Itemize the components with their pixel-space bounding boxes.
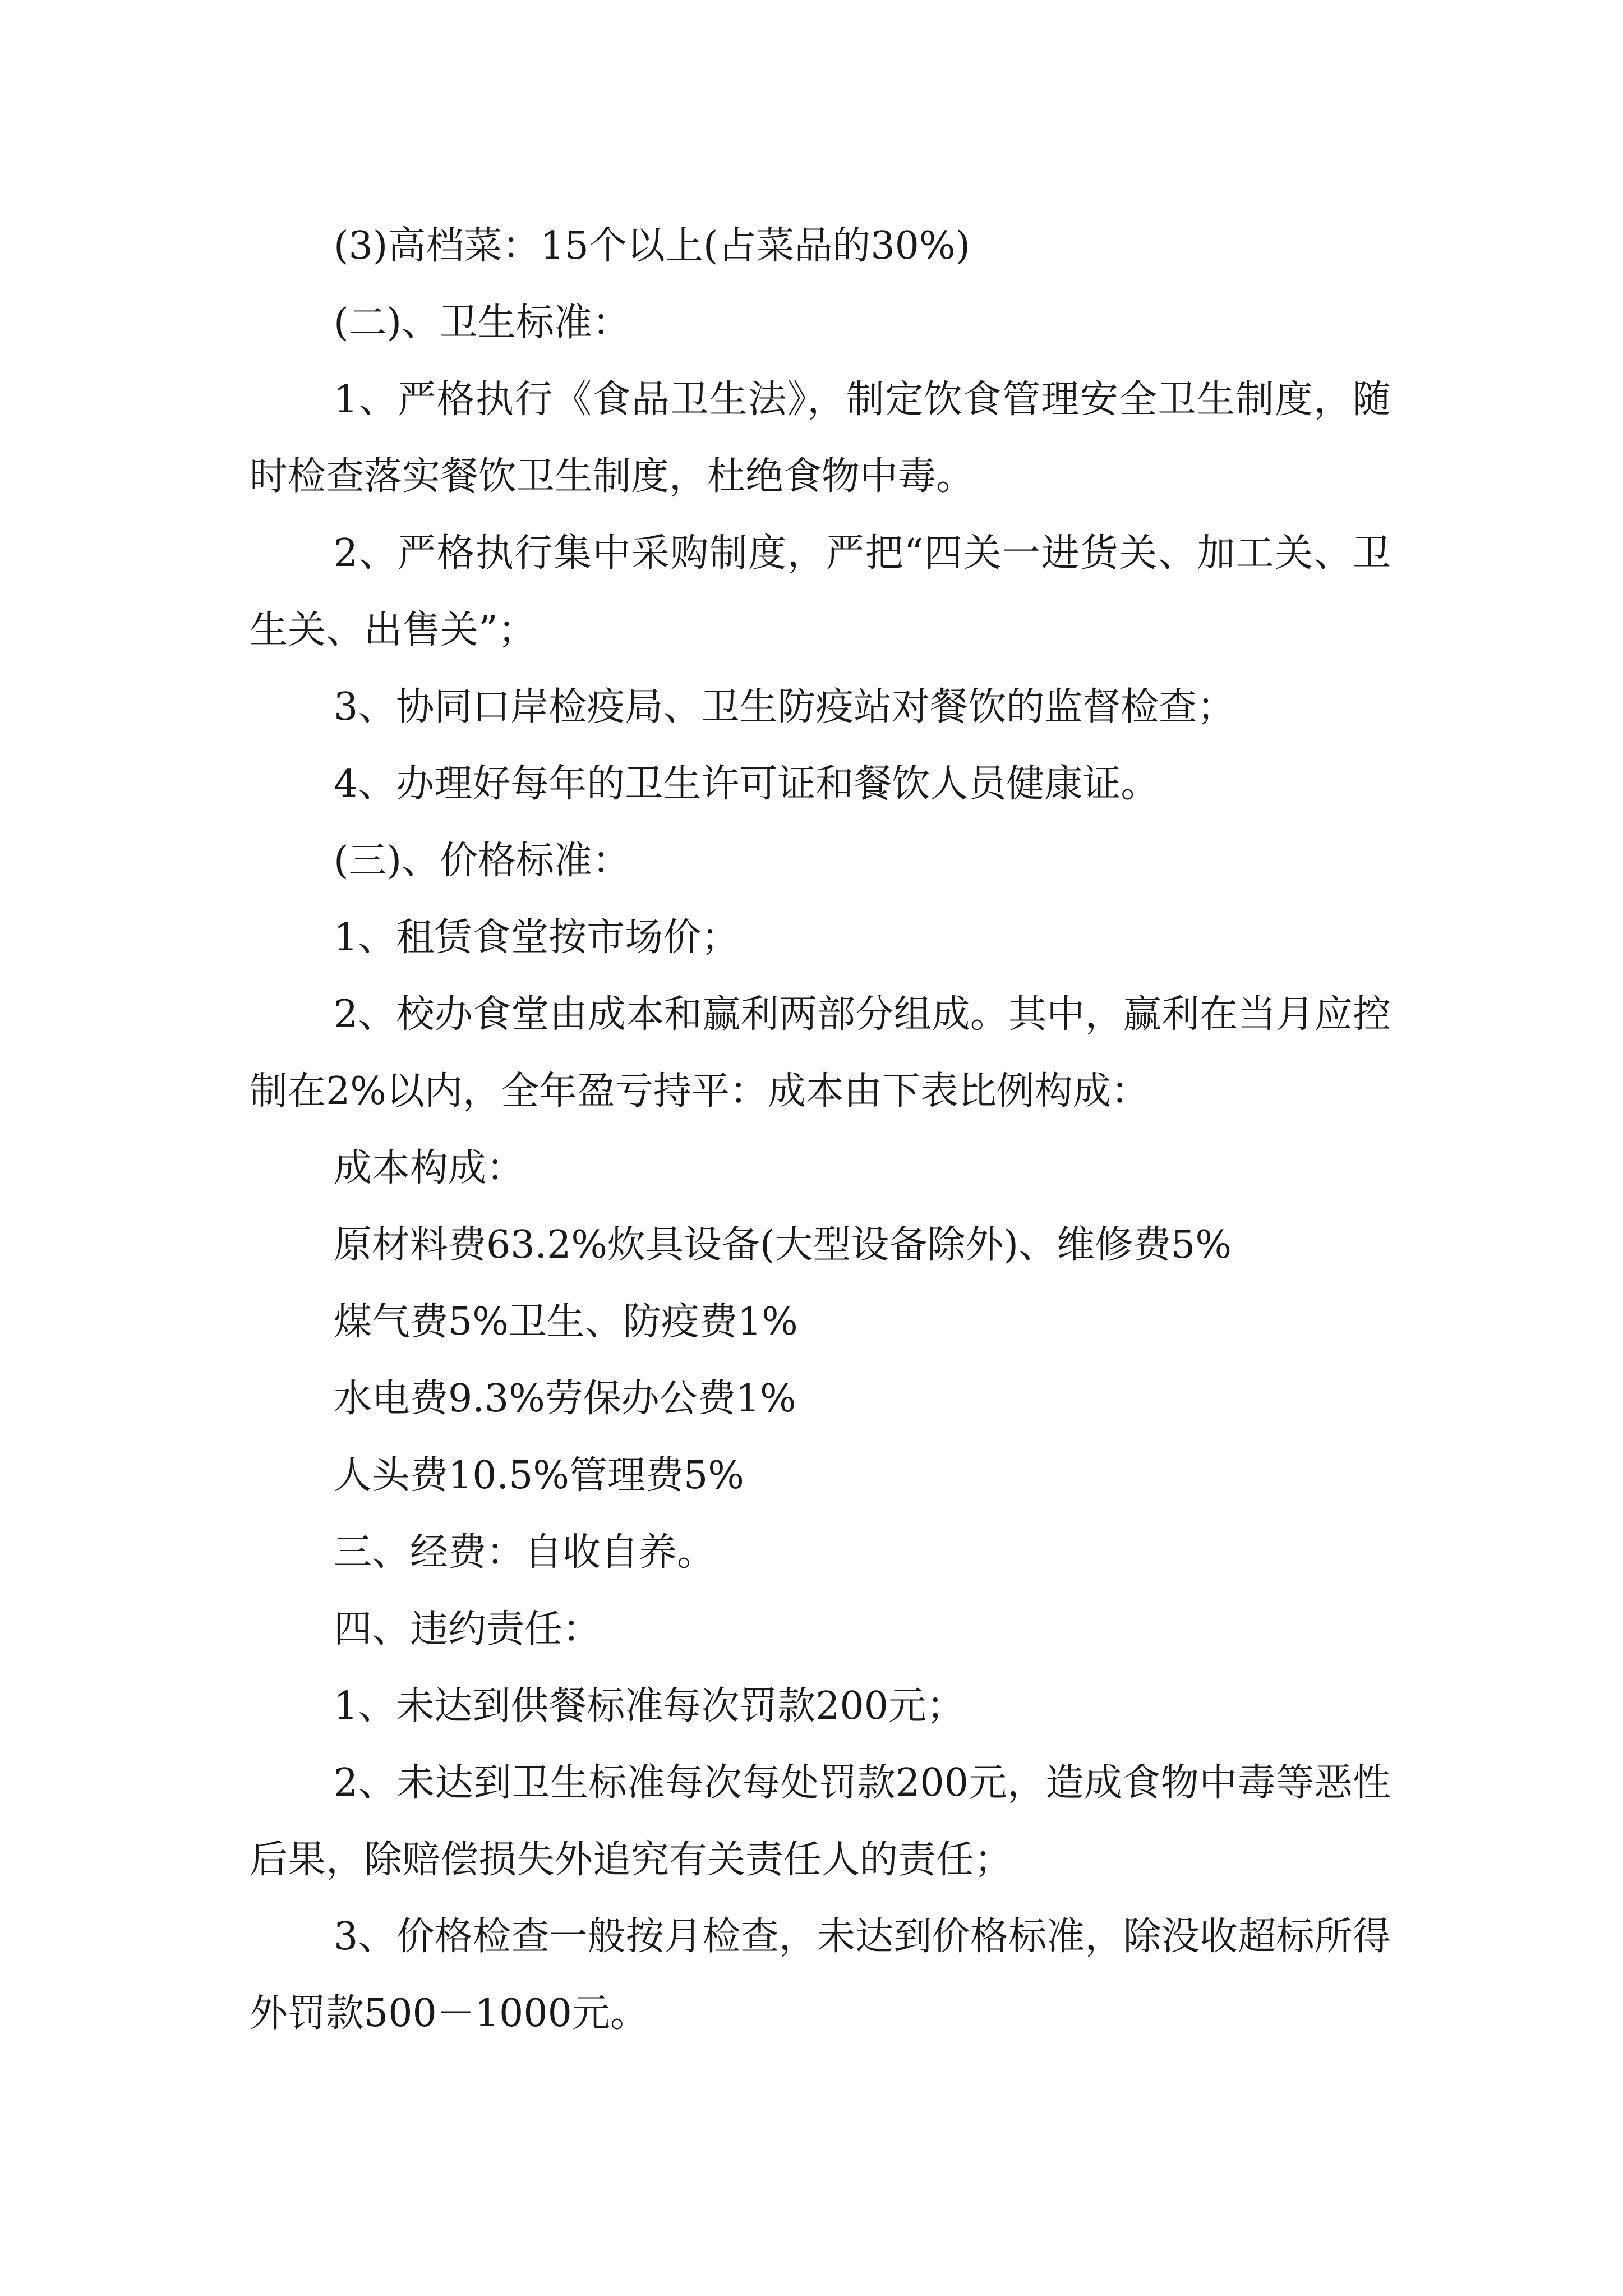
document-body [250,208,1391,2052]
price-item-2: 2、校办食堂由成本和赢利两部分组成。其中，赢利在当月应控制在2%以内，全年盈亏持平：成本由下表比例构成： [250,992,1391,1114]
liability-item-1: 1、未达到供餐标准每次罚款200元； [334,1684,965,1728]
liability-item-3: 3、价格检查一般按月检查，未达到价格标准，除没收超标所得外罚款500－1000元。 [250,1915,1391,2036]
cost-line-3: 水电费9.3%劳保办公费1% [334,1377,796,1421]
price-standards-heading: (三)、价格标准： [334,839,631,883]
cost-composition-heading: 成本构成： [334,1146,525,1190]
premium-dishes-line: (3)高档菜：15个以上(占菜品的30%) [334,224,971,268]
cost-line-1: 原材料费63.2%炊具设备(大型设备除外)、维修费5% [334,1223,1232,1267]
cost-line-2: 煤气费5%卫生、防疫费1% [334,1300,798,1344]
hygiene-item-1: 1、严格执行《食品卫生法》，制定饮食管理安全卫生制度，随时检查落实餐饮卫生制度，杜绝食物中毒。 [250,378,1391,499]
hygiene-standards-heading: (二)、卫生标准： [334,301,631,345]
funding-section: 三、经费：自收自养。 [334,1530,716,1575]
liability-heading: 四、违约责任： [334,1607,601,1651]
cost-line-4: 人头费10.5%管理费5% [334,1453,744,1498]
liability-item-2: 2、未达到卫生标准每次每处罚款200元，造成食物中毒等恶性后果，除赔偿损失外追究有关责任人的责任； [250,1761,1391,1882]
price-item-1: 1、租赁食堂按市场价； [334,915,740,960]
hygiene-item-4: 4、办理好每年的卫生许可证和餐饮人员健康证。 [334,762,1159,806]
hygiene-item-3: 3、协同口岸检疫局、卫生防疫站对餐饮的监督检查； [334,685,1235,729]
hygiene-item-2: 2、严格执行集中采购制度，严把“四关一进货关、加工关、卫生关、出售关”； [250,531,1391,652]
